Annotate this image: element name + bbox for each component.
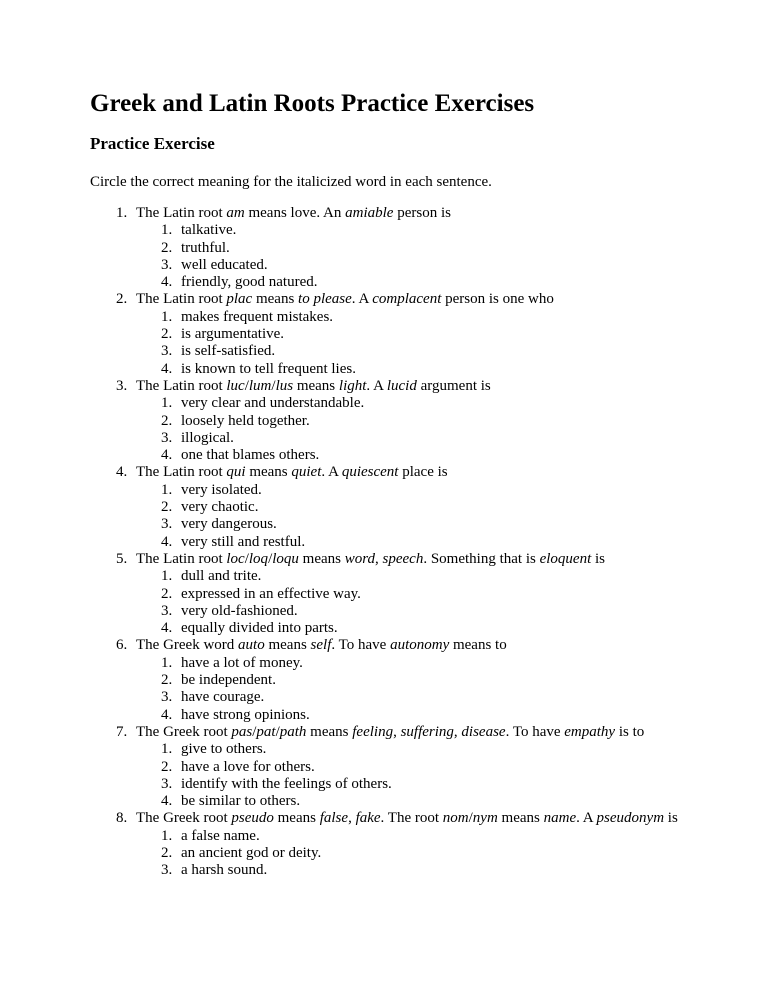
choice-text: is known to tell frequent lies.: [181, 360, 356, 377]
stem-text: The Greek root: [136, 723, 232, 740]
stem-text: /: [244, 377, 249, 394]
stem-text: /: [252, 723, 257, 740]
answer-choice[interactable]: [136, 309, 690, 326]
stem-text: . A: [351, 291, 373, 308]
question-item: [90, 637, 690, 723]
italic-term: quiescent: [341, 464, 399, 481]
stem-text: The Greek root: [136, 810, 232, 827]
choice-text: is argumentative.: [181, 326, 285, 343]
stem-text: means: [264, 637, 311, 654]
italic-term: self: [310, 637, 332, 654]
question-stem: [136, 464, 690, 481]
answer-choice[interactable]: [136, 413, 690, 430]
choice-number: 3.: [161, 429, 173, 446]
stem-text: means: [293, 377, 339, 394]
choice-text: is self-satisfied.: [181, 343, 276, 360]
choice-number: 4.: [161, 274, 173, 291]
italic-term: light: [338, 377, 367, 394]
italic-term: pas: [231, 723, 253, 740]
choice-number: 1.: [161, 222, 173, 239]
choice-list: [136, 309, 690, 378]
italic-term: nym: [472, 810, 498, 827]
stem-text: ,: [393, 723, 401, 740]
italic-term: loqu: [272, 550, 299, 567]
stem-text: means love. An: [244, 205, 346, 221]
italic-term: luc: [226, 377, 245, 394]
question-item: [90, 810, 690, 879]
choice-text: have strong opinions.: [181, 706, 310, 723]
italic-term: loc: [226, 550, 245, 567]
stem-text: place is: [398, 464, 448, 481]
choice-number: 3.: [161, 256, 173, 273]
choice-text: friendly, good natured.: [181, 274, 318, 291]
choice-text: illogical.: [181, 429, 234, 446]
italic-term: lum: [248, 377, 272, 394]
italic-term: name: [543, 810, 577, 827]
stem-text: argument is: [416, 377, 491, 394]
choice-number: 1.: [161, 395, 173, 412]
italic-term: plac: [226, 291, 253, 308]
question-item: [90, 205, 690, 291]
choice-text: well educated.: [181, 256, 268, 273]
stem-text: The Latin root: [136, 291, 227, 308]
answer-choice[interactable]: [136, 620, 690, 637]
choice-text: be independent.: [181, 672, 276, 689]
choice-text: very chaotic.: [181, 499, 259, 516]
choice-text: have courage.: [181, 689, 265, 706]
answer-choice[interactable]: [136, 586, 690, 603]
choice-text: very old-fashioned.: [181, 602, 298, 619]
choice-number: 4.: [161, 533, 173, 550]
italic-term: pseudonym: [596, 810, 665, 827]
choice-text: one that blames others.: [181, 447, 320, 464]
answer-choice[interactable]: [136, 862, 690, 879]
stem-text: means: [306, 723, 353, 740]
choice-text: expressed in an effective way.: [181, 585, 361, 602]
italic-term: lus: [275, 377, 294, 394]
stem-text: means to: [449, 637, 507, 654]
stem-text: The Latin root: [136, 464, 227, 481]
question-number: 1.: [116, 205, 128, 221]
italic-term: pseudo: [231, 810, 274, 827]
choice-number: 1.: [161, 481, 173, 498]
answer-choice[interactable]: [136, 274, 690, 291]
choice-number: 2.: [161, 585, 173, 602]
choice-number: 2.: [161, 844, 173, 861]
choice-text: very clear and understandable.: [181, 395, 365, 412]
answer-choice[interactable]: [136, 741, 690, 758]
choice-number: 2.: [161, 412, 173, 429]
question-number: 7.: [116, 723, 128, 740]
stem-text: ,: [348, 810, 356, 827]
italic-term: false: [319, 810, 349, 827]
answer-choice[interactable]: [136, 516, 690, 533]
question-stem: [136, 810, 690, 827]
choice-number: 3.: [161, 775, 173, 792]
question-stem: [136, 551, 690, 568]
stem-text: /: [268, 550, 273, 567]
choice-number: 1.: [161, 827, 173, 844]
choice-list: [136, 482, 690, 551]
choice-number: 3.: [161, 516, 173, 533]
choice-number: 1.: [161, 654, 173, 671]
choice-number: 2.: [161, 672, 173, 689]
section-heading: Practice Exercise: [90, 134, 215, 153]
answer-choice[interactable]: [136, 482, 690, 499]
italic-term: suffering: [400, 723, 454, 740]
italic-term: auto: [238, 637, 265, 654]
choice-list: [136, 741, 690, 810]
choice-number: 2.: [161, 326, 173, 343]
italic-term: path: [279, 723, 307, 740]
italic-term: eloquent: [539, 550, 592, 567]
italic-term: nom: [442, 810, 469, 827]
stem-text: means: [245, 464, 292, 481]
choice-number: 3.: [161, 343, 173, 360]
choice-text: very isolated.: [181, 481, 262, 498]
answer-choice[interactable]: [136, 343, 690, 360]
question-stem: [136, 724, 690, 741]
stem-text: The Latin root: [136, 205, 227, 221]
stem-text: . A: [366, 377, 387, 394]
italic-term: qui: [226, 464, 246, 481]
choice-number: 2.: [161, 239, 173, 256]
answer-choice[interactable]: [136, 361, 690, 378]
stem-text: person is one who: [441, 291, 554, 308]
choice-number: 1.: [161, 741, 173, 758]
choice-text: a false name.: [181, 827, 260, 844]
stem-text: is to: [615, 723, 645, 740]
question-number: 6.: [116, 637, 128, 654]
answer-choice[interactable]: [136, 603, 690, 620]
choice-list: [136, 655, 690, 724]
choice-number: 4.: [161, 620, 173, 637]
question-stem: [136, 637, 690, 654]
question-number: 5.: [116, 550, 128, 567]
stem-text: The Greek word: [136, 637, 239, 654]
question-item: [90, 378, 690, 464]
choice-list: [136, 395, 690, 464]
question-item: [90, 551, 690, 637]
stem-text: The Latin root: [136, 377, 227, 394]
answer-choice[interactable]: [136, 655, 690, 672]
stem-text: . To have: [331, 637, 391, 654]
stem-text: /: [271, 377, 276, 394]
stem-text: /: [244, 550, 249, 567]
italic-term: word: [344, 550, 376, 567]
choice-text: a harsh sound.: [181, 862, 268, 879]
question-stem: [136, 205, 690, 222]
answer-choice[interactable]: [136, 534, 690, 551]
stem-text: . A: [321, 464, 342, 481]
choice-text: identify with the feelings of others.: [181, 775, 392, 792]
question-number: 4.: [116, 464, 128, 481]
choice-number: 4.: [161, 360, 173, 377]
stem-text: means: [497, 810, 544, 827]
choice-text: makes frequent mistakes.: [181, 308, 334, 325]
question-stem: [136, 291, 690, 308]
choice-number: 2.: [161, 758, 173, 775]
choice-number: 4.: [161, 793, 173, 810]
stem-text: /: [275, 723, 280, 740]
italic-term: empathy: [564, 723, 616, 740]
choice-text: have a lot of money.: [181, 654, 303, 671]
stem-text: means: [298, 550, 345, 567]
stem-text: . A: [576, 810, 597, 827]
answer-choice[interactable]: [136, 395, 690, 412]
italic-term: to please: [298, 291, 352, 308]
choice-text: be similar to others.: [181, 793, 301, 810]
italic-term: speech: [382, 550, 424, 567]
italic-term: autonomy: [390, 637, 450, 654]
question-number: 3.: [116, 377, 128, 394]
choice-number: 2.: [161, 499, 173, 516]
choice-number: 4.: [161, 706, 173, 723]
choice-text: talkative.: [181, 222, 237, 239]
answer-choice[interactable]: [136, 447, 690, 464]
question-list: [90, 205, 690, 880]
choice-text: dull and trite.: [181, 568, 262, 585]
choice-text: loosely held together.: [181, 412, 310, 429]
italic-term: feeling: [352, 723, 394, 740]
choice-text: have a love for others.: [181, 758, 315, 775]
italic-term: disease: [461, 723, 506, 740]
italic-term: lucid: [386, 377, 417, 394]
question-item: [90, 291, 690, 377]
answer-choice[interactable]: [136, 845, 690, 862]
answer-choice[interactable]: [136, 257, 690, 274]
answer-choice[interactable]: [136, 707, 690, 724]
question-number: 8.: [116, 810, 128, 827]
choice-number: 1.: [161, 308, 173, 325]
choice-list: [136, 828, 690, 880]
answer-choice[interactable]: [136, 430, 690, 447]
stem-text: means: [273, 810, 320, 827]
italic-term: pat: [256, 723, 276, 740]
answer-choice[interactable]: [136, 793, 690, 810]
italic-term: fake: [355, 810, 381, 827]
choice-number: 4.: [161, 447, 173, 464]
page-title: Greek and Latin Roots Practice Exercises: [90, 90, 535, 117]
question-item: [90, 724, 690, 810]
italic-term: am: [226, 205, 245, 221]
answer-choice[interactable]: [136, 776, 690, 793]
choice-list: [136, 568, 690, 637]
answer-choice[interactable]: [136, 828, 690, 845]
choice-number: 3.: [161, 602, 173, 619]
answer-choice[interactable]: [136, 222, 690, 239]
italic-term: complacent: [372, 291, 442, 308]
answer-choice[interactable]: [136, 499, 690, 516]
instructions: Circle the correct meaning for the italicized word in each sentence.: [90, 174, 492, 190]
stem-text: is: [664, 810, 678, 827]
stem-text: . The root: [380, 810, 443, 827]
choice-text: very dangerous.: [181, 516, 277, 533]
choice-text: equally divided into parts.: [181, 620, 338, 637]
stem-text: . To have: [505, 723, 565, 740]
stem-text: . Something that is: [423, 550, 540, 567]
answer-choice[interactable]: [136, 240, 690, 257]
choice-text: an ancient god or deity.: [181, 844, 322, 861]
italic-term: quiet: [291, 464, 322, 481]
stem-text: ,: [375, 550, 383, 567]
choice-number: 1.: [161, 568, 173, 585]
choice-list: [136, 222, 690, 291]
choice-text: truthful.: [181, 239, 230, 256]
italic-term: amiable: [345, 205, 394, 221]
choice-number: 3.: [161, 689, 173, 706]
stem-text: The Latin root: [136, 550, 227, 567]
choice-text: give to others.: [181, 741, 267, 758]
answer-choice[interactable]: [136, 672, 690, 689]
answer-choice[interactable]: [136, 759, 690, 776]
italic-term: loq: [248, 550, 269, 567]
question-item: [90, 464, 690, 550]
answer-choice[interactable]: [136, 326, 690, 343]
stem-text: /: [468, 810, 473, 827]
question-stem: [136, 378, 690, 395]
choice-number: 3.: [161, 862, 173, 879]
stem-text: person is: [393, 205, 451, 221]
stem-text: ,: [453, 723, 462, 740]
answer-choice[interactable]: [136, 568, 690, 585]
stem-text: is: [591, 550, 606, 567]
answer-choice[interactable]: [136, 689, 690, 706]
choice-text: very still and restful.: [181, 533, 306, 550]
stem-text: means: [252, 291, 299, 308]
question-number: 2.: [116, 291, 128, 308]
